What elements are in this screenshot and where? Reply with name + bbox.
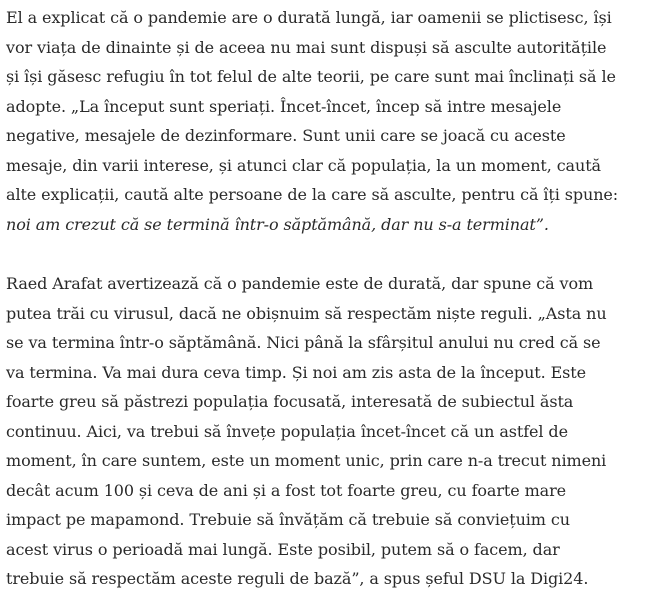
paragraph-line: vor viața de dinainte și de aceea nu mai sunt dispuși să asculte autoritățile [6, 37, 607, 57]
paragraph-line: moment, în care suntem, este un moment unic, prin care n-a trecut nimeni [6, 451, 607, 470]
article-body [0, 3, 660, 594]
paragraph-line: foarte greu să păstrezi populația focusată, interesată de subiectul ăsta [6, 392, 574, 411]
paragraph-line: Raed Arafat avertizează că o pandemie este de durată, dar spune că vom [6, 274, 594, 293]
paragraph-line: decât acum 100 și ceva de ani și a fost tot foarte greu, cu foarte mare [6, 480, 567, 500]
paragraph-line: alte explicații, caută alte persoane de la care să asculte, pentru că îți spune: [6, 185, 619, 204]
article-paragraph-2 [6, 269, 660, 594]
paragraph-line: El a explicat că o pandemie are o durată lungă, iar oamenii se plictisesc, își [6, 8, 612, 27]
paragraph-line: putea trăi cu virusul, dacă ne obișnuim să respectăm niște reguli. „Asta nu [6, 303, 607, 323]
paragraph-line: și își găsesc refugiu în tot felul de alte teorii, pe care sunt mai înclinați să le [6, 67, 616, 86]
paragraph-line: acest virus o perioadă mai lungă. Este posibil, putem să o facem, dar [6, 539, 560, 559]
article-paragraph-1 [6, 3, 660, 239]
paragraph-line: negative, mesajele de dezinformare. Sunt unii care se joacă cu aceste [6, 126, 566, 145]
paragraph-line: va termina. Va mai dura ceva timp. Și noi am zis asta de la început. Este [6, 362, 586, 382]
paragraph-line: se va termina într-o săptămână. Nici până la sfârșitul anului nu cred că se [6, 333, 601, 352]
paragraph-line: adopte. „La început sunt speriați. Încet-încet, încep să intre mesajele [6, 96, 562, 116]
paragraph-line-italic-quote: noi am crezut că se termină într-o săptămână, dar nu s-a terminat”. [6, 214, 549, 234]
paragraph-line: mesaje, din varii interese, și atunci clar că populația, la un moment, caută [6, 155, 601, 175]
paragraph-line: trebuie să respectăm aceste reguli de bază”, a spus șeful DSU la Digi24. [6, 569, 589, 588]
paragraph-line: continuu. Aici, va trebui să învețe populația încet-încet că un astfel de [6, 421, 568, 441]
paragraph-line: impact pe mapamond. Trebuie să învățăm că trebuie să conviețuim cu [6, 510, 570, 529]
